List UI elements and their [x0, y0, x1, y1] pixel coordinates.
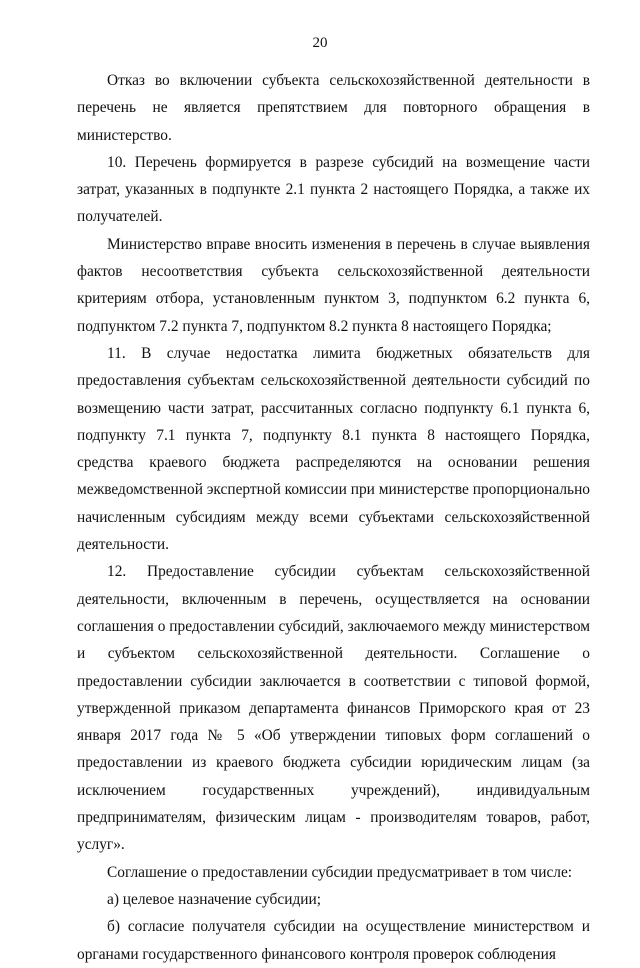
paragraph-10: 10. Перечень формируется в разрезе субсидий на возмещение части затрат, указанных в подпункте 2.1 пункта 2 настоящего Порядка, а также их получателей. — [77, 153, 590, 226]
page-number: 20 — [312, 35, 328, 51]
list-item-b: б) согласие получателя субсидии на осуществление министерством и органами государственного финансового контроля проверок соблюдения — [77, 918, 590, 963]
list-item-a: а) целевое назначение субсидии; — [107, 890, 322, 908]
document-body — [77, 67, 590, 968]
paragraph-agreement-provisions: Соглашение о предоставлении субсидии предусматривает в том числе: — [107, 863, 573, 881]
paragraph-12: 12. Предоставление субсидии субъектам сельскохозяйственной деятельности, включенным в перечень, осуществляется на основании соглашения о предоставлении субсидий, заключаемого между министерством и субъектом сельскохозяйственной деятельности. Соглашение о предоставлении субсидии заключается в соответствии с типовой формой, утвержденной приказом департамента финансов Приморского края от 23 января 2017 года № 5 «Об утверждении типовых форм соглашений о предоставлении из краевого бюджета субсидии юридическим лицам (за исключением государственных учреждений), индивидуальным предпринимателям, физическим лицам - производителям товаров, работ, услуг». — [77, 563, 590, 854]
paragraph-refusal-note: Отказ во включении субъекта сельскохозяйственной деятельности в перечень не является препятствием для повторного обращения в министерство. — [77, 72, 590, 144]
paragraph-11: 11. В случае недостатка лимита бюджетных обязательств для предоставления субъектам сельскохозяйственной деятельности субсидий по возмещению части затрат, рассчитанных согласно подпункту 6.1 пункта 6, подпункту 7.1 пункта 7, подпункту 8.1 пункта 8 настоящего Порядка, средства краевого бюджета распределяются на основании решения межведомственной экспертной комиссии при министерстве пропорционально начисленным субсидиям между всеми субъектами сельскохозяйственной деятельности. — [77, 344, 590, 554]
paragraph-ministry-changes: Министерство вправе вносить изменения в перечень в случае выявления фактов несоответствия субъекта сельскохозяйственной деятельности критериям отбора, установленным пунктом 3, подпунктом 6.2 пункта 6, подпунктом 7.2 пункта 7, подпунктом 8.2 пункта 8 настоящего Порядка; — [77, 235, 590, 335]
